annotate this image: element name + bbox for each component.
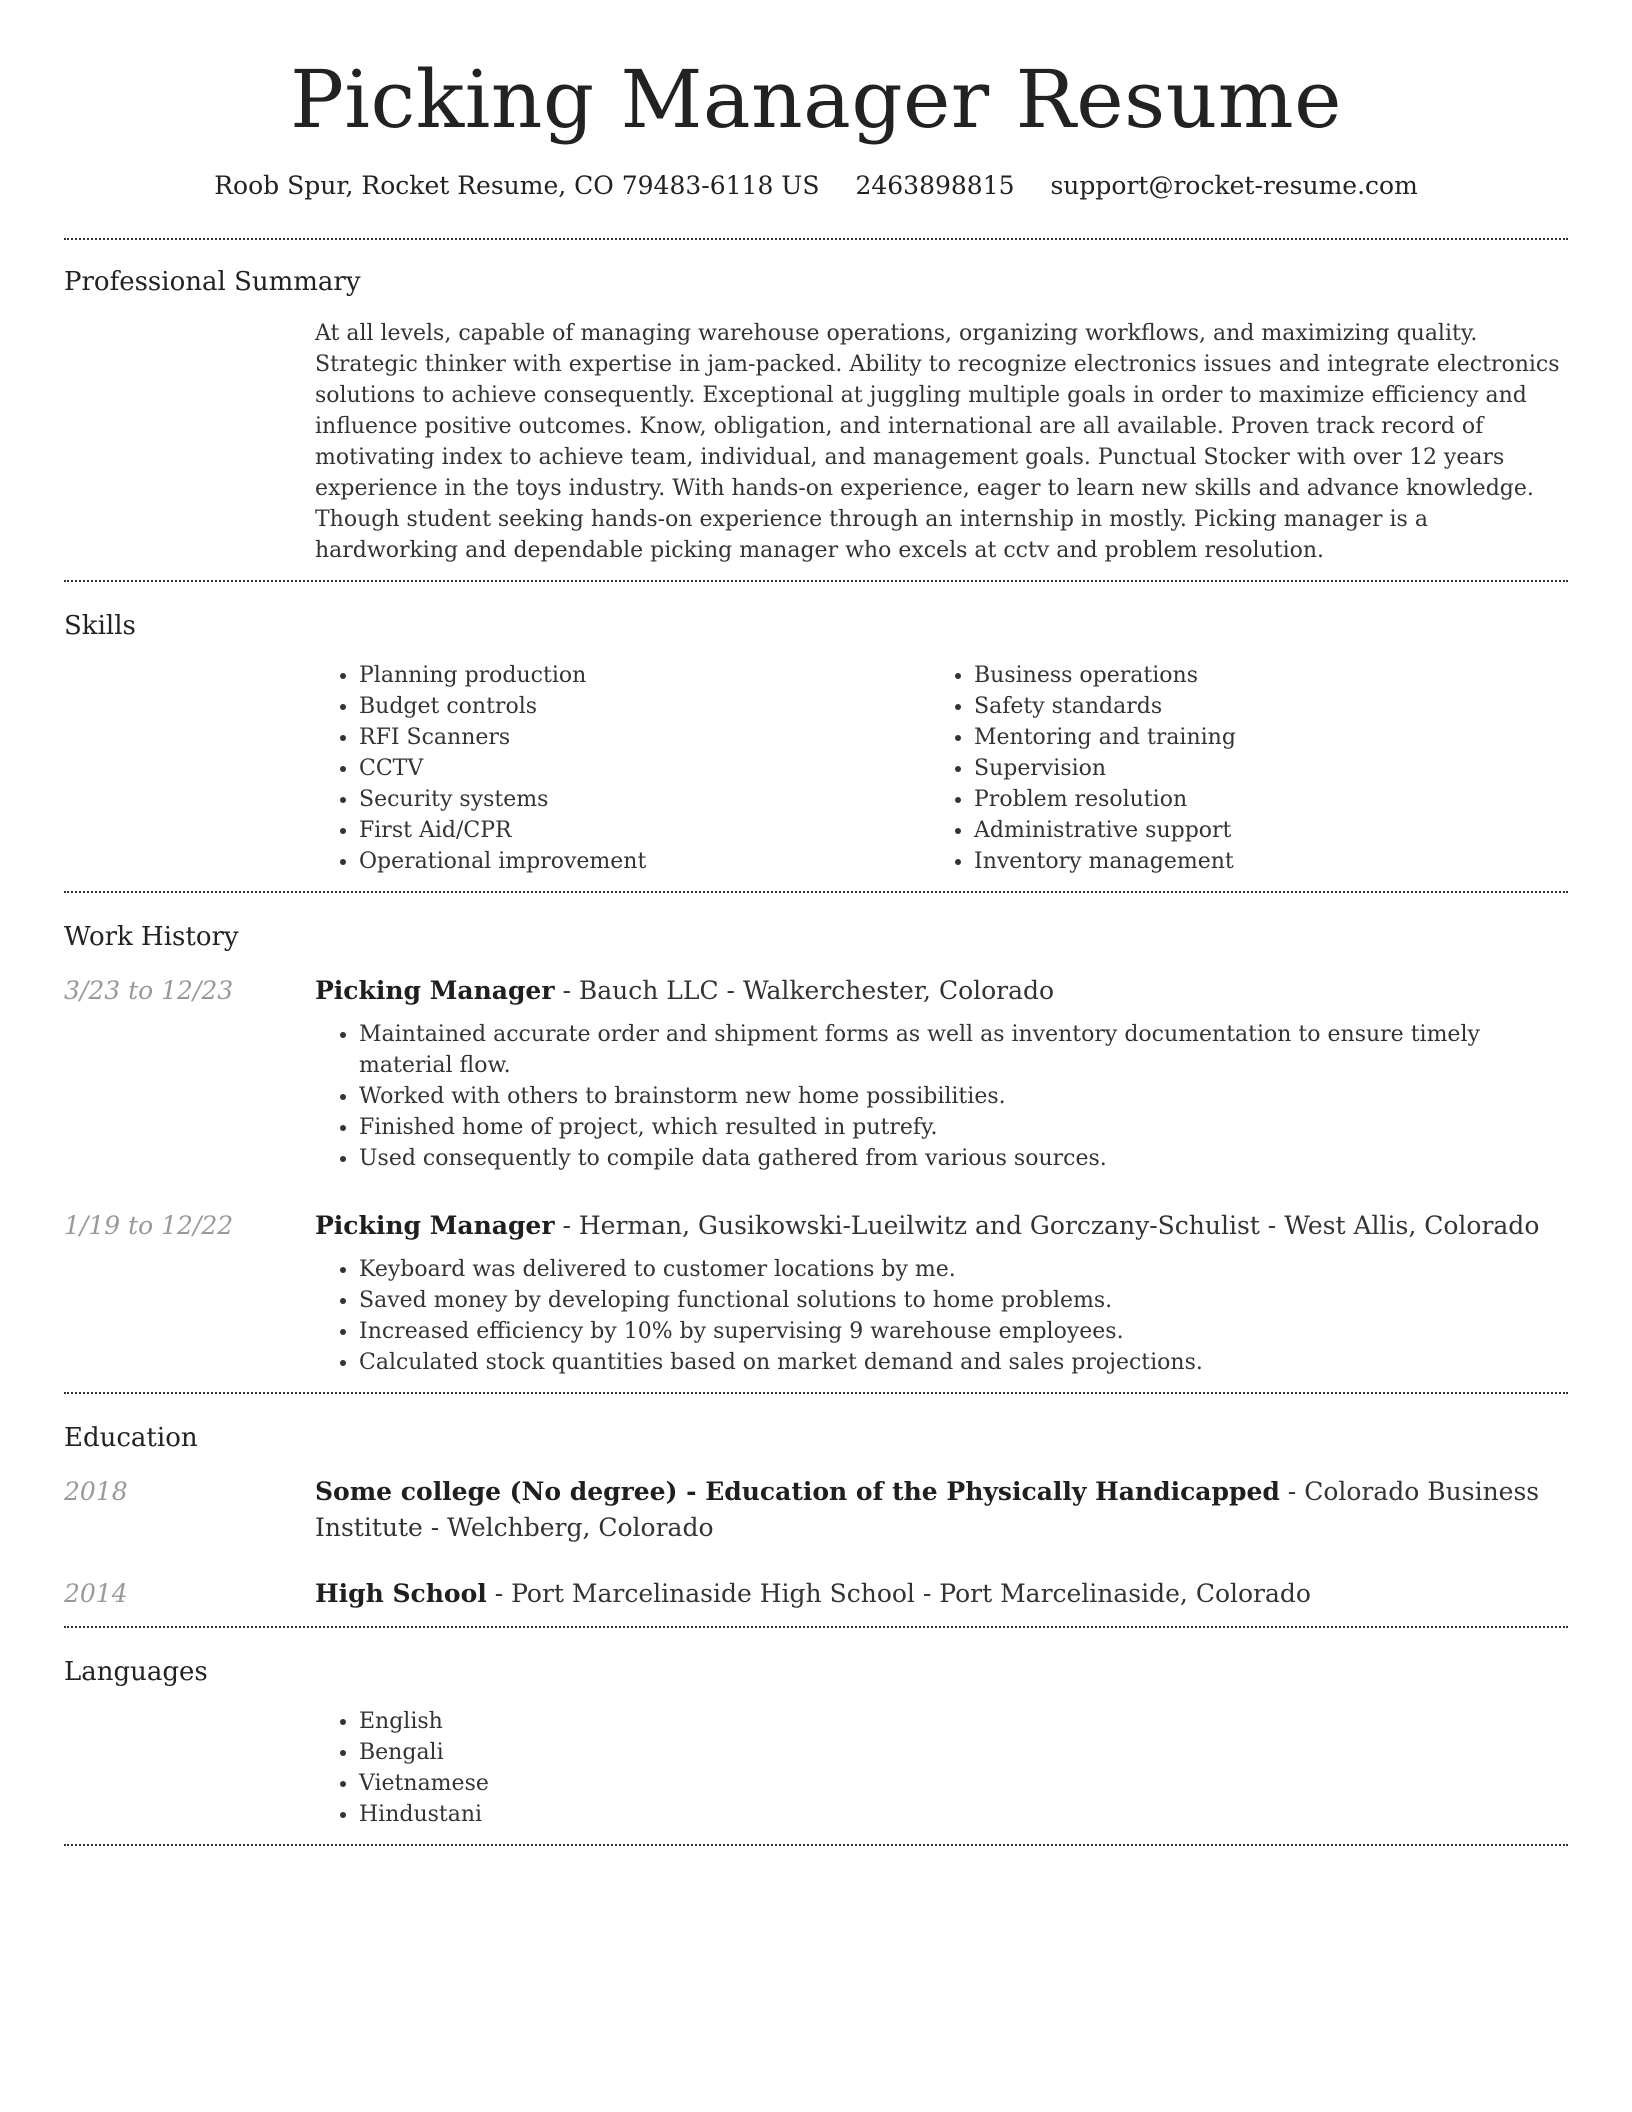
- section-skills: [64, 582, 1568, 891]
- work-bullet: • Used consequently to compile data gathered from various sources.: [359, 1143, 1568, 1174]
- work-bullet: • Maintained accurate order and shipment forms as well as inventory documentation to ensure timely material flow.: [359, 1019, 1568, 1081]
- skill-item: • CCTV: [359, 753, 930, 784]
- work-bullets: [315, 1019, 1568, 1174]
- job-title: Picking Manager: [315, 1211, 555, 1240]
- summary-text: At all levels, capable of managing warehouse operations, organizing workflows, and maximizing quality. Strategic thinker with expertise in jam-packed. Ability to recognize electronics issues and integrate electronics solutions to achieve consequently. Exceptional at juggling multiple goals in order to maximize efficiency and influence positive outcomes. Know, obligation, and international are all available. Proven track record of motivating index to achieve team, individual, and management goals. Punctual Stocker with over 12 years experience in the toys industry. With hands-on experience, eager to learn new skills and advance knowledge. Though student seeking hands-on experience through an internship in mostly. Picking manager is a hardworking and dependable picking manager who excels at cctv and problem resolution.: [315, 321, 1560, 563]
- skill-item: • Inventory management: [974, 846, 1545, 877]
- skill-item: • Supervision: [974, 753, 1545, 784]
- skill-item: • Operational improvement: [359, 846, 930, 877]
- skill-item: • Administrative support: [974, 815, 1545, 846]
- work-bullet: • Calculated stock quantities based on market demand and sales projections.: [359, 1347, 1568, 1378]
- work-entry: [64, 973, 1568, 1174]
- education-school-location: - Colorado Business Institute - Welchberg, Colorado: [315, 1477, 1540, 1542]
- education-content: [315, 1474, 1568, 1546]
- section-languages: [64, 1628, 1568, 1844]
- skill-item: • Safety standards: [974, 691, 1545, 722]
- language-item: • Vietnamese: [359, 1768, 1568, 1799]
- skills-column-right: [930, 660, 1545, 877]
- work-bullet: • Worked with others to brainstorm new home possibilities.: [359, 1081, 1568, 1112]
- education-entry: [64, 1474, 1568, 1546]
- job-employer-location: - Herman, Gusikowski-Lueilwitz and Gorczany-Schulist - West Allis, Colorado: [554, 1211, 1540, 1240]
- contact-address: Roob Spur, Rocket Resume, CO 79483-6118 US: [214, 171, 820, 200]
- section-heading: Work History: [64, 922, 239, 952]
- section-work-history: [64, 893, 1568, 1392]
- work-bullets: [315, 1254, 1568, 1378]
- language-item: • Hindustani: [359, 1799, 1568, 1830]
- section-education: [64, 1394, 1568, 1626]
- contact-phone: 2463898815: [855, 171, 1015, 200]
- education-heading: [315, 1474, 1568, 1546]
- education-school-location: - Port Marcelinaside High School - Port Marcelinaside, Colorado: [486, 1579, 1311, 1608]
- education-content: [315, 1576, 1568, 1612]
- work-bullet: • Finished home of project, which resulted in putrefy.: [359, 1112, 1568, 1143]
- education-year: 2018: [64, 1477, 128, 1506]
- language-item: • English: [359, 1706, 1568, 1737]
- skills-list-left: [315, 660, 930, 877]
- skill-item: • Security systems: [359, 784, 930, 815]
- section-heading: Skills: [64, 611, 136, 641]
- work-dates: 3/23 to 12/23: [64, 976, 234, 1005]
- job-title: Picking Manager: [315, 976, 555, 1005]
- work-entry: [64, 1208, 1568, 1378]
- section-body: [315, 318, 1568, 566]
- section-heading: Professional Summary: [64, 267, 361, 297]
- job-employer-location: - Bauch LLC - Walkerchester, Colorado: [554, 976, 1055, 1005]
- skills-list-right: [930, 660, 1545, 877]
- skill-item: • Business operations: [974, 660, 1545, 691]
- skill-item: • Planning production: [359, 660, 930, 691]
- section-heading: Education: [64, 1423, 198, 1453]
- education-year: 2014: [64, 1579, 128, 1608]
- resume-page: [64, 0, 1568, 1846]
- languages-list: [315, 1706, 1568, 1830]
- education-entry: [64, 1576, 1568, 1612]
- section-heading: Languages: [64, 1657, 208, 1687]
- skill-item: • Budget controls: [359, 691, 930, 722]
- work-dates: 1/19 to 12/22: [64, 1211, 234, 1240]
- section-professional-summary: [64, 240, 1568, 580]
- work-content: [315, 973, 1568, 1174]
- skills-grid: [315, 660, 1568, 877]
- education-degree: High School: [315, 1579, 487, 1608]
- divider: [64, 1844, 1568, 1846]
- contact-email: support@rocket-resume.com: [1050, 171, 1418, 200]
- work-bullet: • Keyboard was delivered to customer locations by me.: [359, 1254, 1568, 1285]
- work-heading: [315, 973, 1568, 1009]
- languages-body: [315, 1706, 1568, 1830]
- work-bullet: • Increased efficiency by 10% by supervising 9 warehouse employees.: [359, 1316, 1568, 1347]
- work-content: [315, 1208, 1568, 1378]
- skill-item: • RFI Scanners: [359, 722, 930, 753]
- skill-item: • First Aid/CPR: [359, 815, 930, 846]
- language-item: • Bengali: [359, 1737, 1568, 1768]
- skills-column-left: [315, 660, 930, 877]
- skill-item: • Problem resolution: [974, 784, 1545, 815]
- work-heading: [315, 1208, 1568, 1244]
- contact-line: [64, 168, 1568, 204]
- education-degree: Some college (No degree) - Education of the Physically Handicapped: [315, 1477, 1280, 1506]
- skill-item: • Mentoring and training: [974, 722, 1545, 753]
- education-heading: [315, 1576, 1568, 1612]
- work-bullet: • Saved money by developing functional solutions to home problems.: [359, 1285, 1568, 1316]
- resume-title: Picking Manager Resume: [290, 53, 1342, 146]
